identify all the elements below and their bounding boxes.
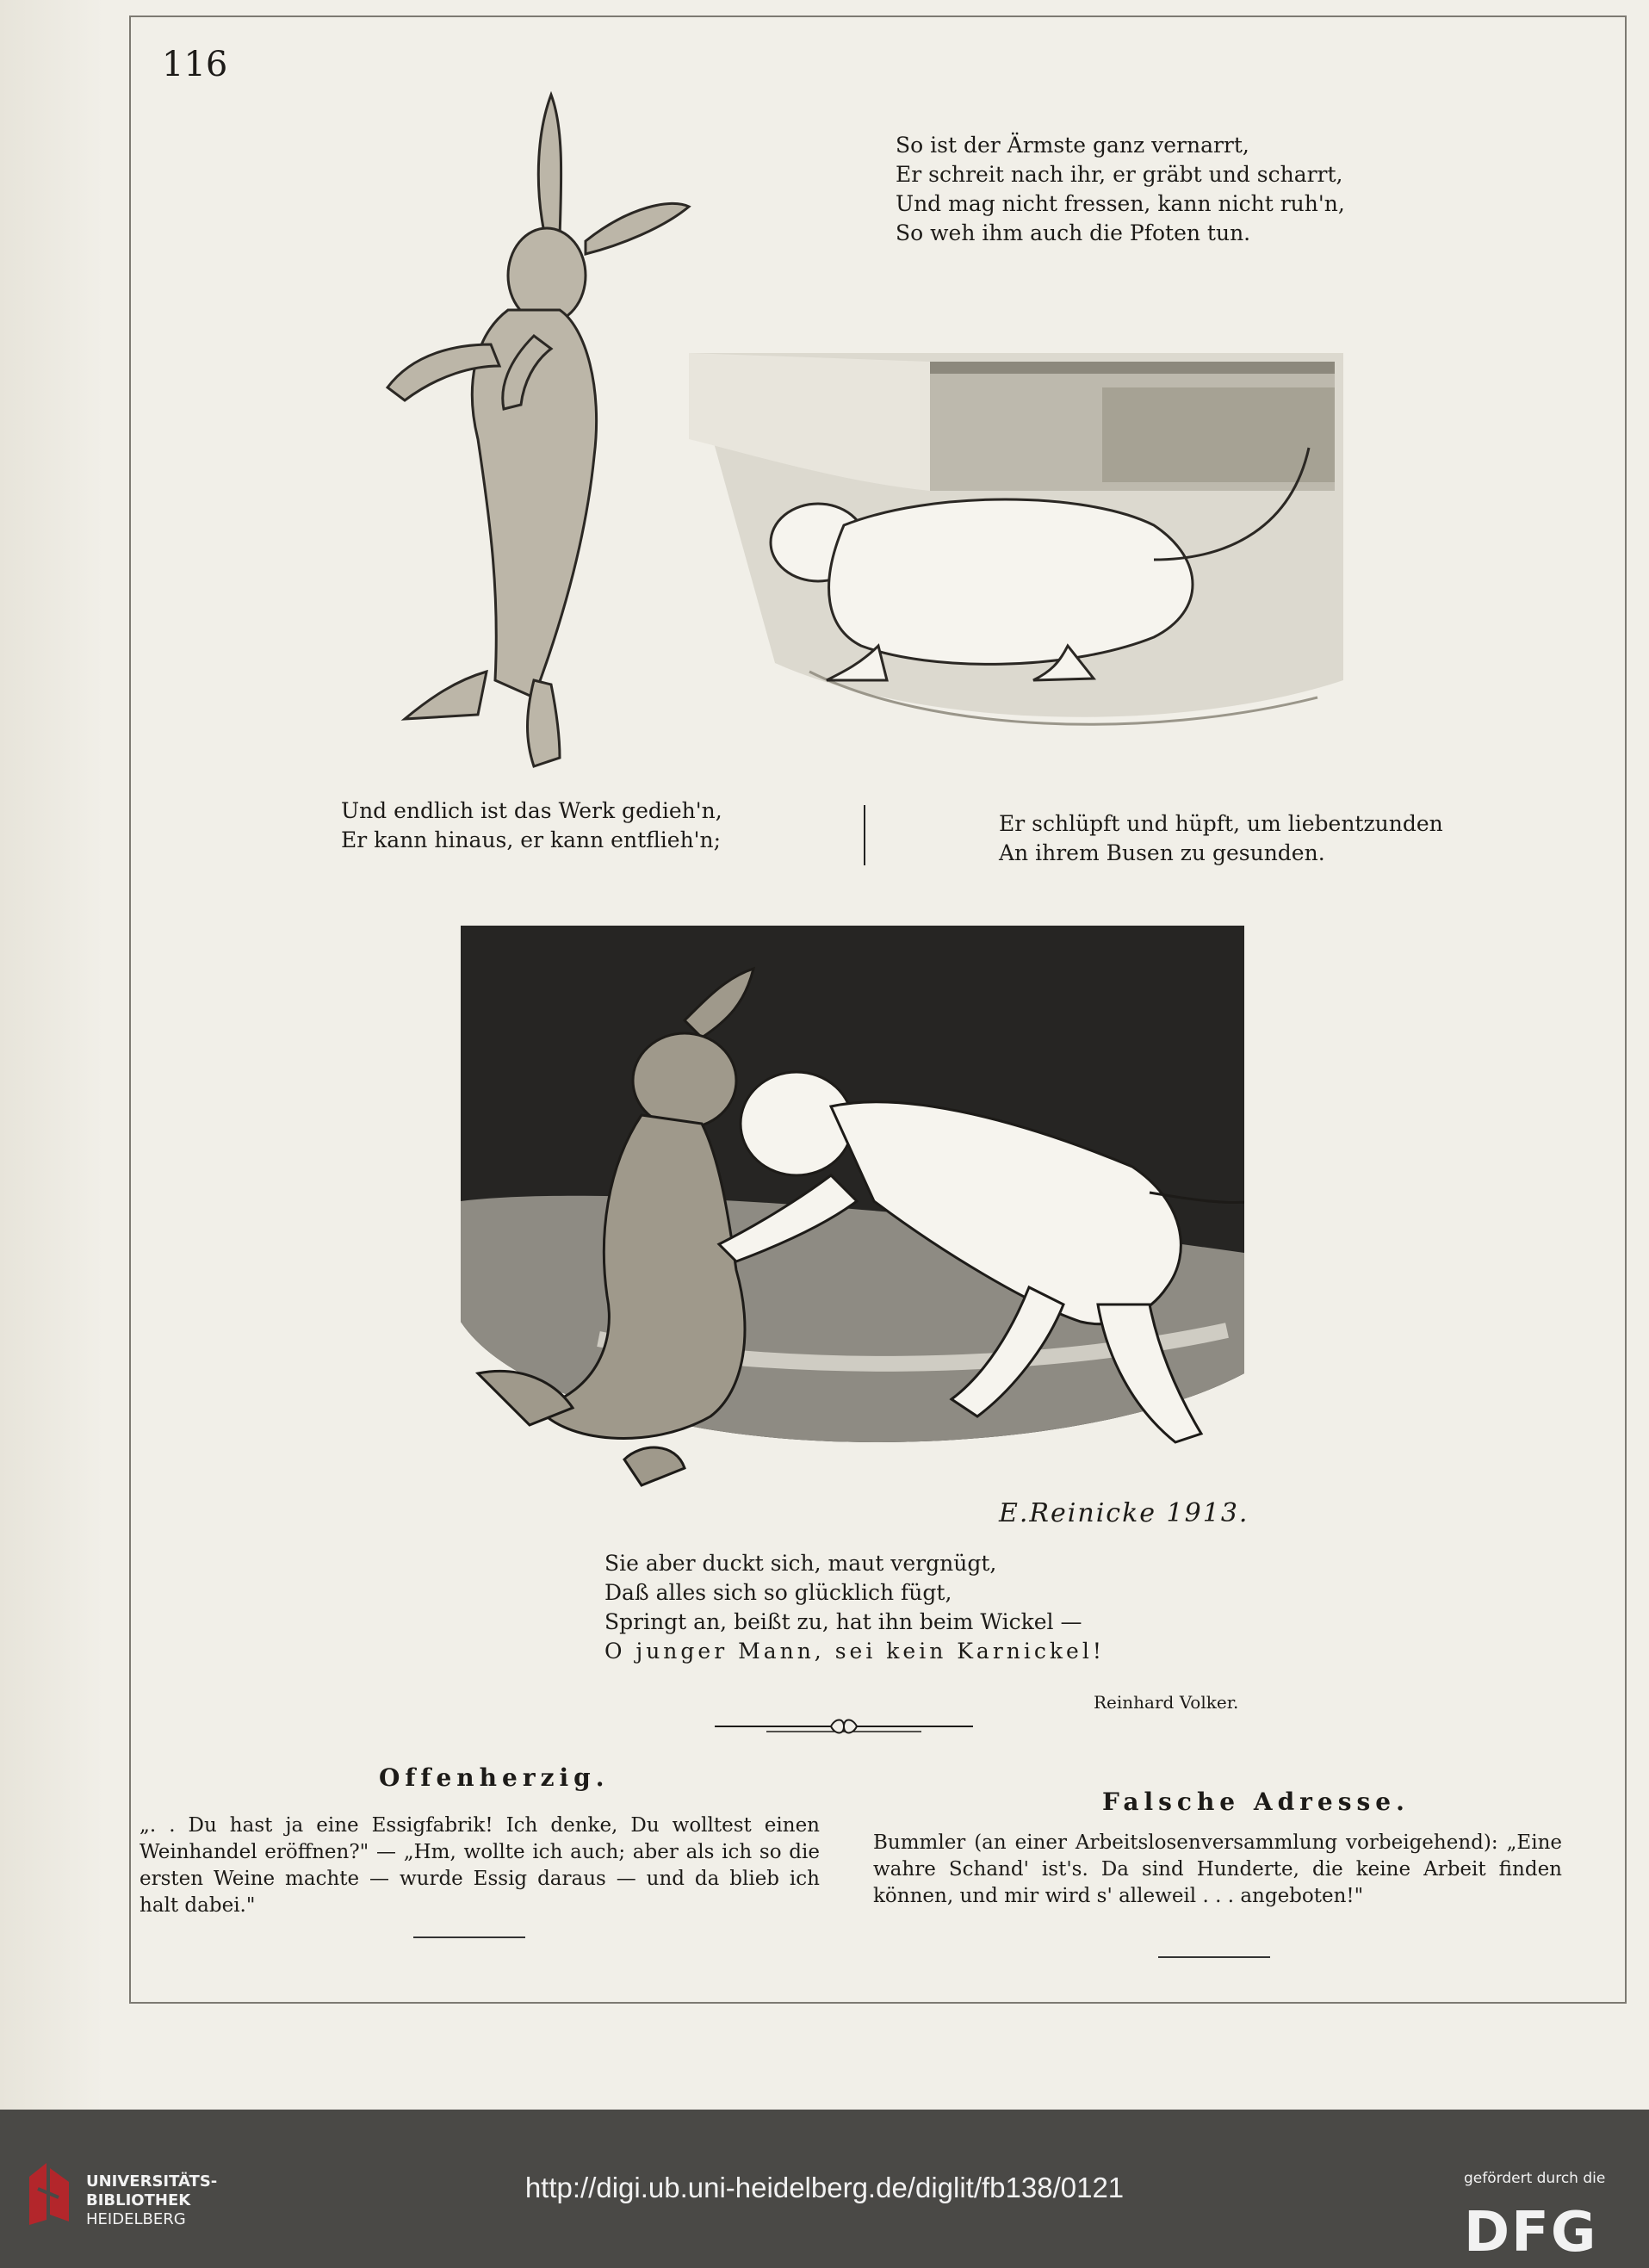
permalink-url[interactable]: http://digi.ub.uni-heidelberg.de/diglit/fb138/0121 [524,2172,1125,2203]
poem-line: Sie aber duckt sich, maut vergnügt, [604,1551,997,1576]
poem-stanza-3 [999,809,1443,868]
illustration-cat-catches-rabbit [426,926,1244,1528]
ornamental-divider [715,1709,973,1744]
anecdote-right-title: Falsche Adresse. [1102,1788,1410,1816]
page-number: 116 [162,45,228,84]
anecdote-right-text: Bummler (an einer Arbeitslosenversammlung vorbeigehend): „Eine wahre Schand' ist's. Da sind Hunderte, die keine Arbeit finden können, und mir wird s' alleweil . . . angeboten!" [873,1831,1562,1907]
stanza-divider [864,805,865,865]
poem-line: Er schreit nach ihr, er gräbt und scharrt, [896,162,1343,187]
poem-stanza-1 [896,131,1345,248]
anecdote-left-end-rule [413,1936,525,1938]
poem-line: So weh ihm auch die Pfoten tun. [896,220,1251,245]
poem-line: Und endlich ist das Werk gedieh'n, [341,798,722,823]
poem-line: O junger Mann, sei kein Karnickel! [604,1639,1105,1664]
rabbit-drawing [387,95,689,766]
institution-line: BIBLIOTHEK [86,2191,191,2209]
poem-line: So ist der Ärmste ganz vernarrt, [896,133,1249,158]
anecdote-right-end-rule [1158,1956,1270,1958]
anecdote-left-title: Offenherzig. [379,1763,610,1792]
poem-author: Reinhard Volker. [1094,1692,1239,1713]
poem-stanza-4 [604,1549,1105,1666]
poem-stanza-2 [341,796,722,855]
poem-line: An ihrem Busen zu gesunden. [999,840,1325,865]
poem-line: Daß alles sich so glücklich fügt, [604,1580,952,1605]
dfg-logo: DFG [1464,2201,1598,2265]
illustration-signature: E.Reinicke 1913. [999,1498,1249,1528]
poem-line: Springt an, beißt zu, hat ihn beim Wickel — [604,1609,1082,1634]
funded-by-label: gefördert durch die [1464,2170,1606,2187]
poem-line: Und mag nicht fressen, kann nicht ruh'n, [896,191,1345,216]
page-bleed-edge [0,0,103,2110]
anecdote-left-text: „. . Du hast ja eine Essigfabrik! Ich denke, Du wolltest einen Weinhandel eröffnen?" — „Hm, wollte ich auch; aber als ich so die ersten Weine machte — wurde Essig daraus — und da blieb ich halt dabei." [139,1814,820,1917]
poem-line: Er kann hinaus, er kann entflieh'n; [341,827,722,852]
poem-line: Er schlüpft und hüpft, um liebentzunden [999,811,1443,836]
institution-line: HEIDELBERG [86,2210,186,2228]
institution-line: UNIVERSITÄTS- [86,2172,218,2191]
